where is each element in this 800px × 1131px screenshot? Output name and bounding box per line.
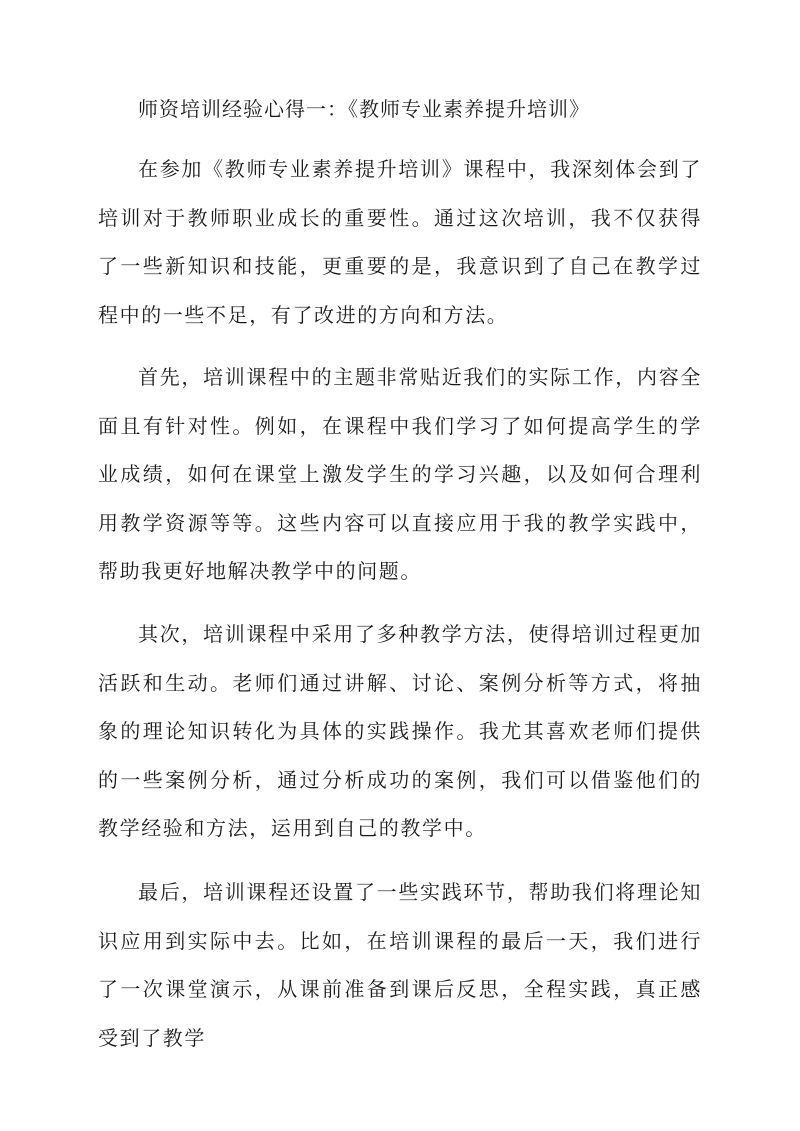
document-title: 师资培训经验心得一：《教师专业素养提升培训》: [138, 97, 590, 121]
paragraph-3: 其次，培训课程中采用了多种教学方法，使得培训过程更加活跃和生动。老师们通过讲解、讨论、案例分析等方式，将抽象的理论知识转化为具体的实践操作。我尤其喜欢老师们提供的一些案例分析，通过分析成功的案例，我们可以借鉴他们的教学经验和方法，运用到自己的教学中。: [98, 622, 702, 840]
paragraph-1: 在参加《教师专业素养提升培训》课程中，我深刻体会到了培训对于教师职业成长的重要性。通过这次培训，我不仅获得了一些新知识和技能，更重要的是，我意识到了自己在教学过程中的一些不足，有了改进的方向和方法。: [98, 157, 702, 327]
paragraph-4: 最后，培训课程还设置了一些实践环节，帮助我们将理论知识应用到实际中去。比如，在培训课程的最后一天，我们进行了一次课堂演示，从课前准备到课后反思，全程实践，真正感受到了教学: [98, 880, 702, 1050]
paragraph-2: 首先，培训课程中的主题非常贴近我们的实际工作，内容全面且有针对性。例如，在课程中我们学习了如何提高学生的学业成绩，如何在课堂上激发学生的学习兴趣，以及如何合理利用教学资源等等。这些内容可以直接应用于我的教学实践中，帮助我更好地解决教学中的问题。: [98, 365, 702, 583]
